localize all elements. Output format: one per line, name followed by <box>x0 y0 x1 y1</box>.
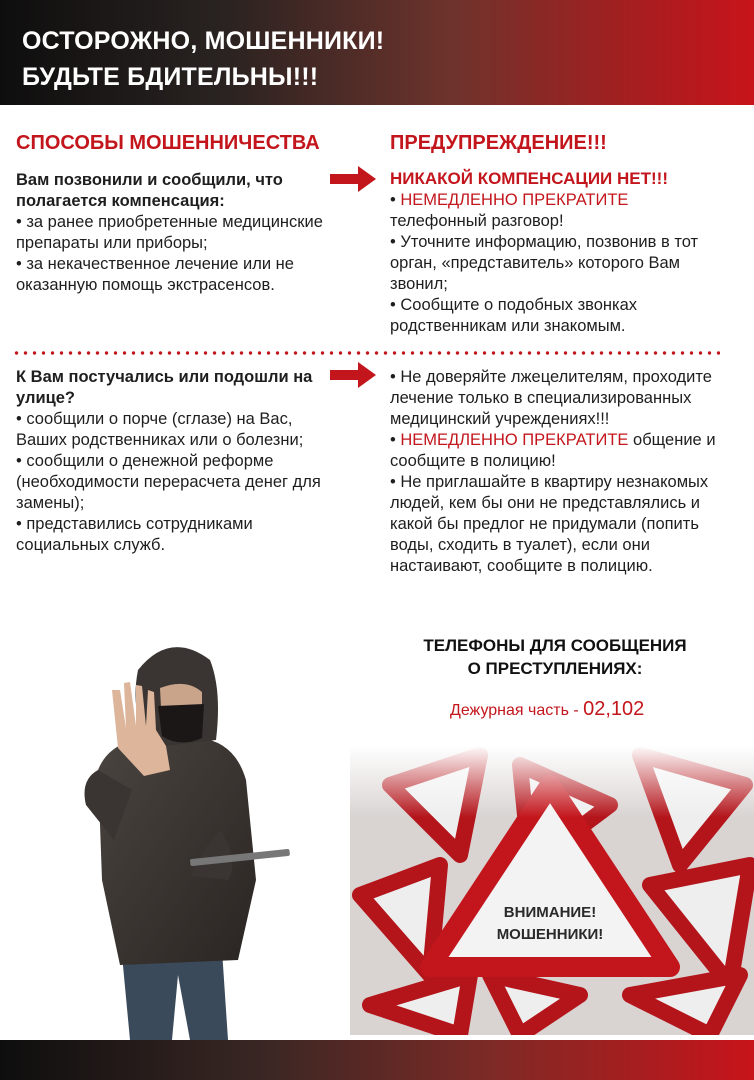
right-block-1-item: • Уточните информацию, позвонив в тот орган, «представитель» которого Вам звонил; <box>390 233 699 293</box>
hooded-man-image <box>50 630 300 1040</box>
left-section-title: СПОСОБЫ МОШЕННИЧЕСТВА <box>16 132 320 154</box>
left-block-1 <box>16 170 331 296</box>
warning-signs-image <box>350 745 754 1035</box>
left-block-1-item: • за ранее приобретенные медицинские препараты или приборы; <box>16 213 323 252</box>
phones-title <box>400 634 710 680</box>
arrow-right-icon <box>330 362 376 388</box>
right-block-2: • Не доверяйте лжецелителям, проходите лечение только в специализированных медицинский учреждениях!!! • НЕМЕДЛЕННО ПРЕКРАТИТЕ общение и сообщите в полицию! • Не приглашайте в квартиру незнакомых людей, кем бы они не представлялись и какой бы предлог не придумали (попить воды, сходить в туалет), если они настаивают, сообщите в полицию. <box>390 367 720 577</box>
right-block-1-text: телефонный разговор! <box>390 212 564 230</box>
arrow-right-icon <box>330 166 376 192</box>
stop-warning: НЕМЕДЛЕННО ПРЕКРАТИТЕ <box>400 431 629 449</box>
right-block-2-item: • Не приглашайте в квартиру незнакомых людей, кем бы они не представлялись и какой бы предлог не придумали (попить воды, сходить в туалет), если они настаивают, сообщите в полицию. <box>390 473 709 575</box>
right-block-1: • НЕМЕДЛЕННО ПРЕКРАТИТЕ телефонный разговор! • Уточните информацию, позвонив в тот орган, «представитель» которого Вам звонил; • Сообщите о подобных звонках родственникам или знакомым. <box>390 190 720 337</box>
duty-number: 02,102 <box>583 698 645 720</box>
right-block-2-text: общение и сообщите в полицию! <box>390 431 716 470</box>
left-block-2-item: • представились сотрудниками социальных служб. <box>16 515 253 554</box>
phones-title-line1: ТЕЛЕФОНЫ ДЛЯ СООБЩЕНИЯ <box>423 636 687 655</box>
right-block-1-item: • Сообщите о подобных звонках родственникам или знакомым. <box>390 296 638 335</box>
left-block-2 <box>16 367 331 556</box>
header-title-line1: ОСТОРОЖНО, МОШЕННИКИ! <box>22 27 385 55</box>
no-compensation-subtitle: НИКАКОЙ КОМПЕНСАЦИИ НЕТ!!! <box>390 169 668 188</box>
footer-bar <box>0 1040 754 1080</box>
duty-phone <box>450 698 644 721</box>
sign-text-line2: МОШЕННИКИ! <box>496 926 604 943</box>
dotted-divider <box>12 351 720 355</box>
phones-title-line2: О ПРЕСТУПЛЕНИЯХ: <box>467 659 643 678</box>
header-title-line2: БУДЬТЕ БДИТЕЛЬНЫ!!! <box>22 63 319 91</box>
left-block-1-item: • за некачественное лечение или не оказанную помощь экстрасенсов. <box>16 255 294 294</box>
stop-warning: НЕМЕДЛЕННО ПРЕКРАТИТЕ <box>400 191 629 209</box>
left-block-2-item: • сообщили о порче (сглазе) на Вас, Ваших родственниках или о болезни; <box>16 410 304 449</box>
right-block-2-item: • Не доверяйте лжецелителям, проходите лечение только в специализированных медицинский учреждениях!!! <box>390 368 712 428</box>
right-section-title: ПРЕДУПРЕЖДЕНИЕ!!! <box>390 132 607 154</box>
left-block-2-item: • сообщили о денежной реформе (необходимости перерасчета денег для замены); <box>16 452 321 512</box>
duty-label: Дежурная часть - <box>450 702 584 719</box>
left-block-2-lead: К Вам постучались или подошли на улице? <box>16 368 313 407</box>
left-block-1-lead: Вам позвонили и сообщили, что полагается компенсация: <box>16 171 283 210</box>
sign-text-line1: ВНИМАНИЕ! <box>503 904 597 921</box>
header-banner <box>0 0 754 105</box>
